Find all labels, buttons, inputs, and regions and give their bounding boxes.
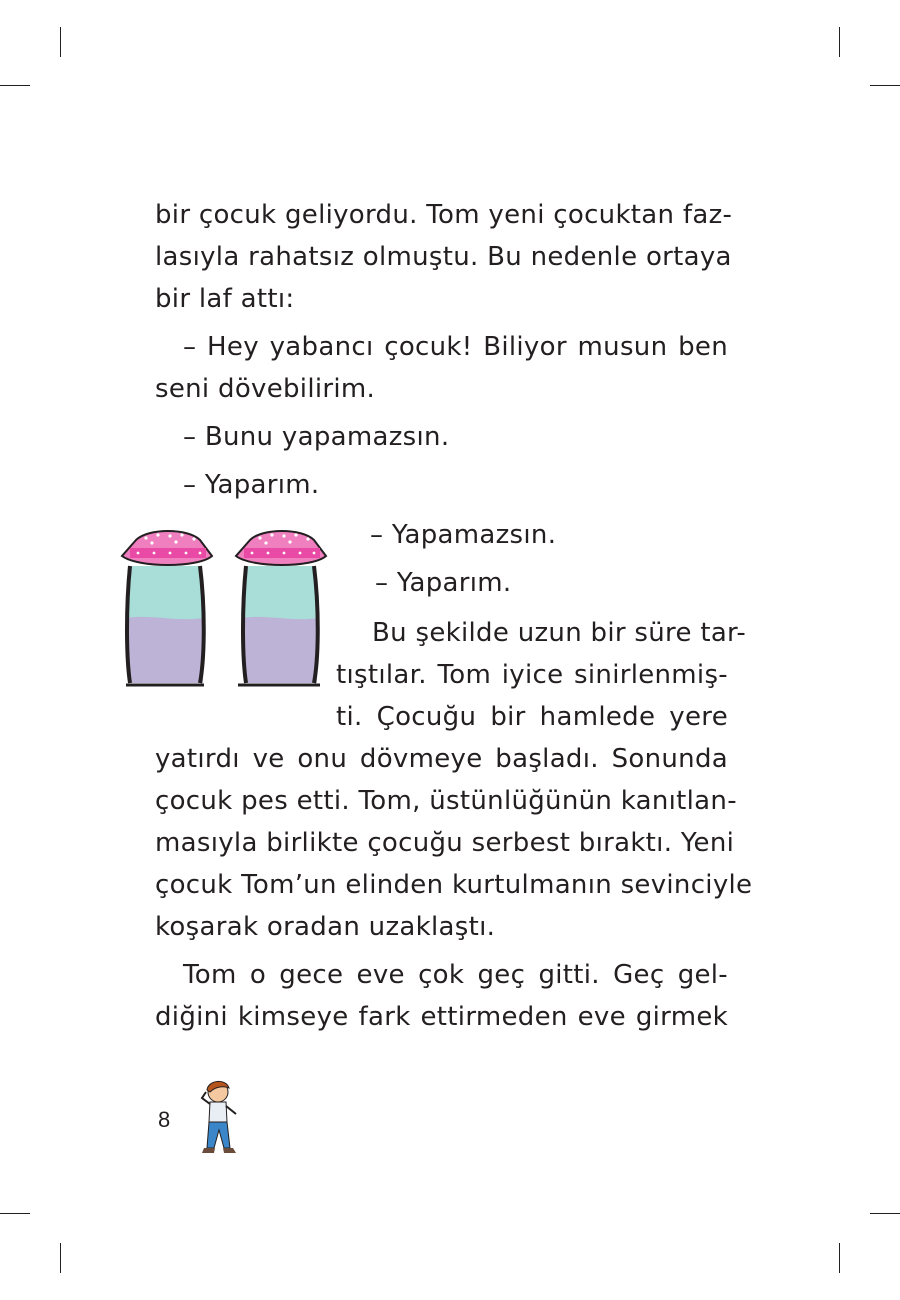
text-line: Tom o gece eve çok geç gitti. Geç gel- [183, 960, 728, 990]
crop-mark-top-left-v [60, 27, 61, 57]
text-line: ti. Çocuğu bir hamlede yere [336, 702, 728, 732]
crop-mark-top-right-h [870, 85, 900, 86]
text-line: diğini kimseye fark ettirmeden eve girmek [155, 1002, 728, 1032]
text-line: çocuk pes etti. Tom, üstünlüğünün kanıtlan- [155, 786, 737, 816]
jar-illustration-right [230, 526, 330, 691]
text-line: bir çocuk geliyordu. Tom yeni çocuktan faz- [155, 200, 733, 230]
crop-mark-bottom-left-h [0, 1213, 30, 1214]
text-line: lasıyla rahatsız olmuştu. Bu nedenle ortaya [155, 242, 732, 272]
text-line: koşarak oradan uzaklaştı. [155, 912, 496, 942]
text-line: – Hey yabancı çocuk! Biliyor musun ben [183, 332, 728, 362]
text-line: – Yapamazsın. [370, 520, 557, 550]
text-line: tıştılar. Tom iyice sinirlenmiş- [336, 660, 728, 690]
text-line: seni dövebilirim. [155, 374, 376, 404]
text-line: – Yaparım. [183, 470, 320, 500]
text-line: – Bunu yapamazsın. [183, 422, 450, 452]
crop-mark-bottom-left-v [60, 1243, 61, 1273]
text-line: Bu şekilde uzun bir süre tar- [372, 618, 747, 648]
text-line: yatırdı ve onu dövmeye başladı. Sonunda [155, 744, 728, 774]
crop-mark-bottom-right-v [839, 1243, 840, 1273]
text-line: masıyla birlikte çocuğu serbest bıraktı. Yeni [155, 828, 735, 858]
crop-mark-top-left-h [0, 85, 30, 86]
crop-mark-top-right-v [839, 27, 840, 57]
text-line: bir laf attı: [155, 284, 295, 314]
jar-illustration-left [118, 526, 218, 691]
crop-mark-bottom-right-h [870, 1213, 900, 1214]
boy-illustration [196, 1078, 246, 1158]
page-number: 8 [158, 1107, 171, 1132]
text-line: çocuk Tom’un elinden kurtulmanın sevinciyle [155, 870, 753, 900]
text-line: – Yaparım. [375, 568, 512, 598]
